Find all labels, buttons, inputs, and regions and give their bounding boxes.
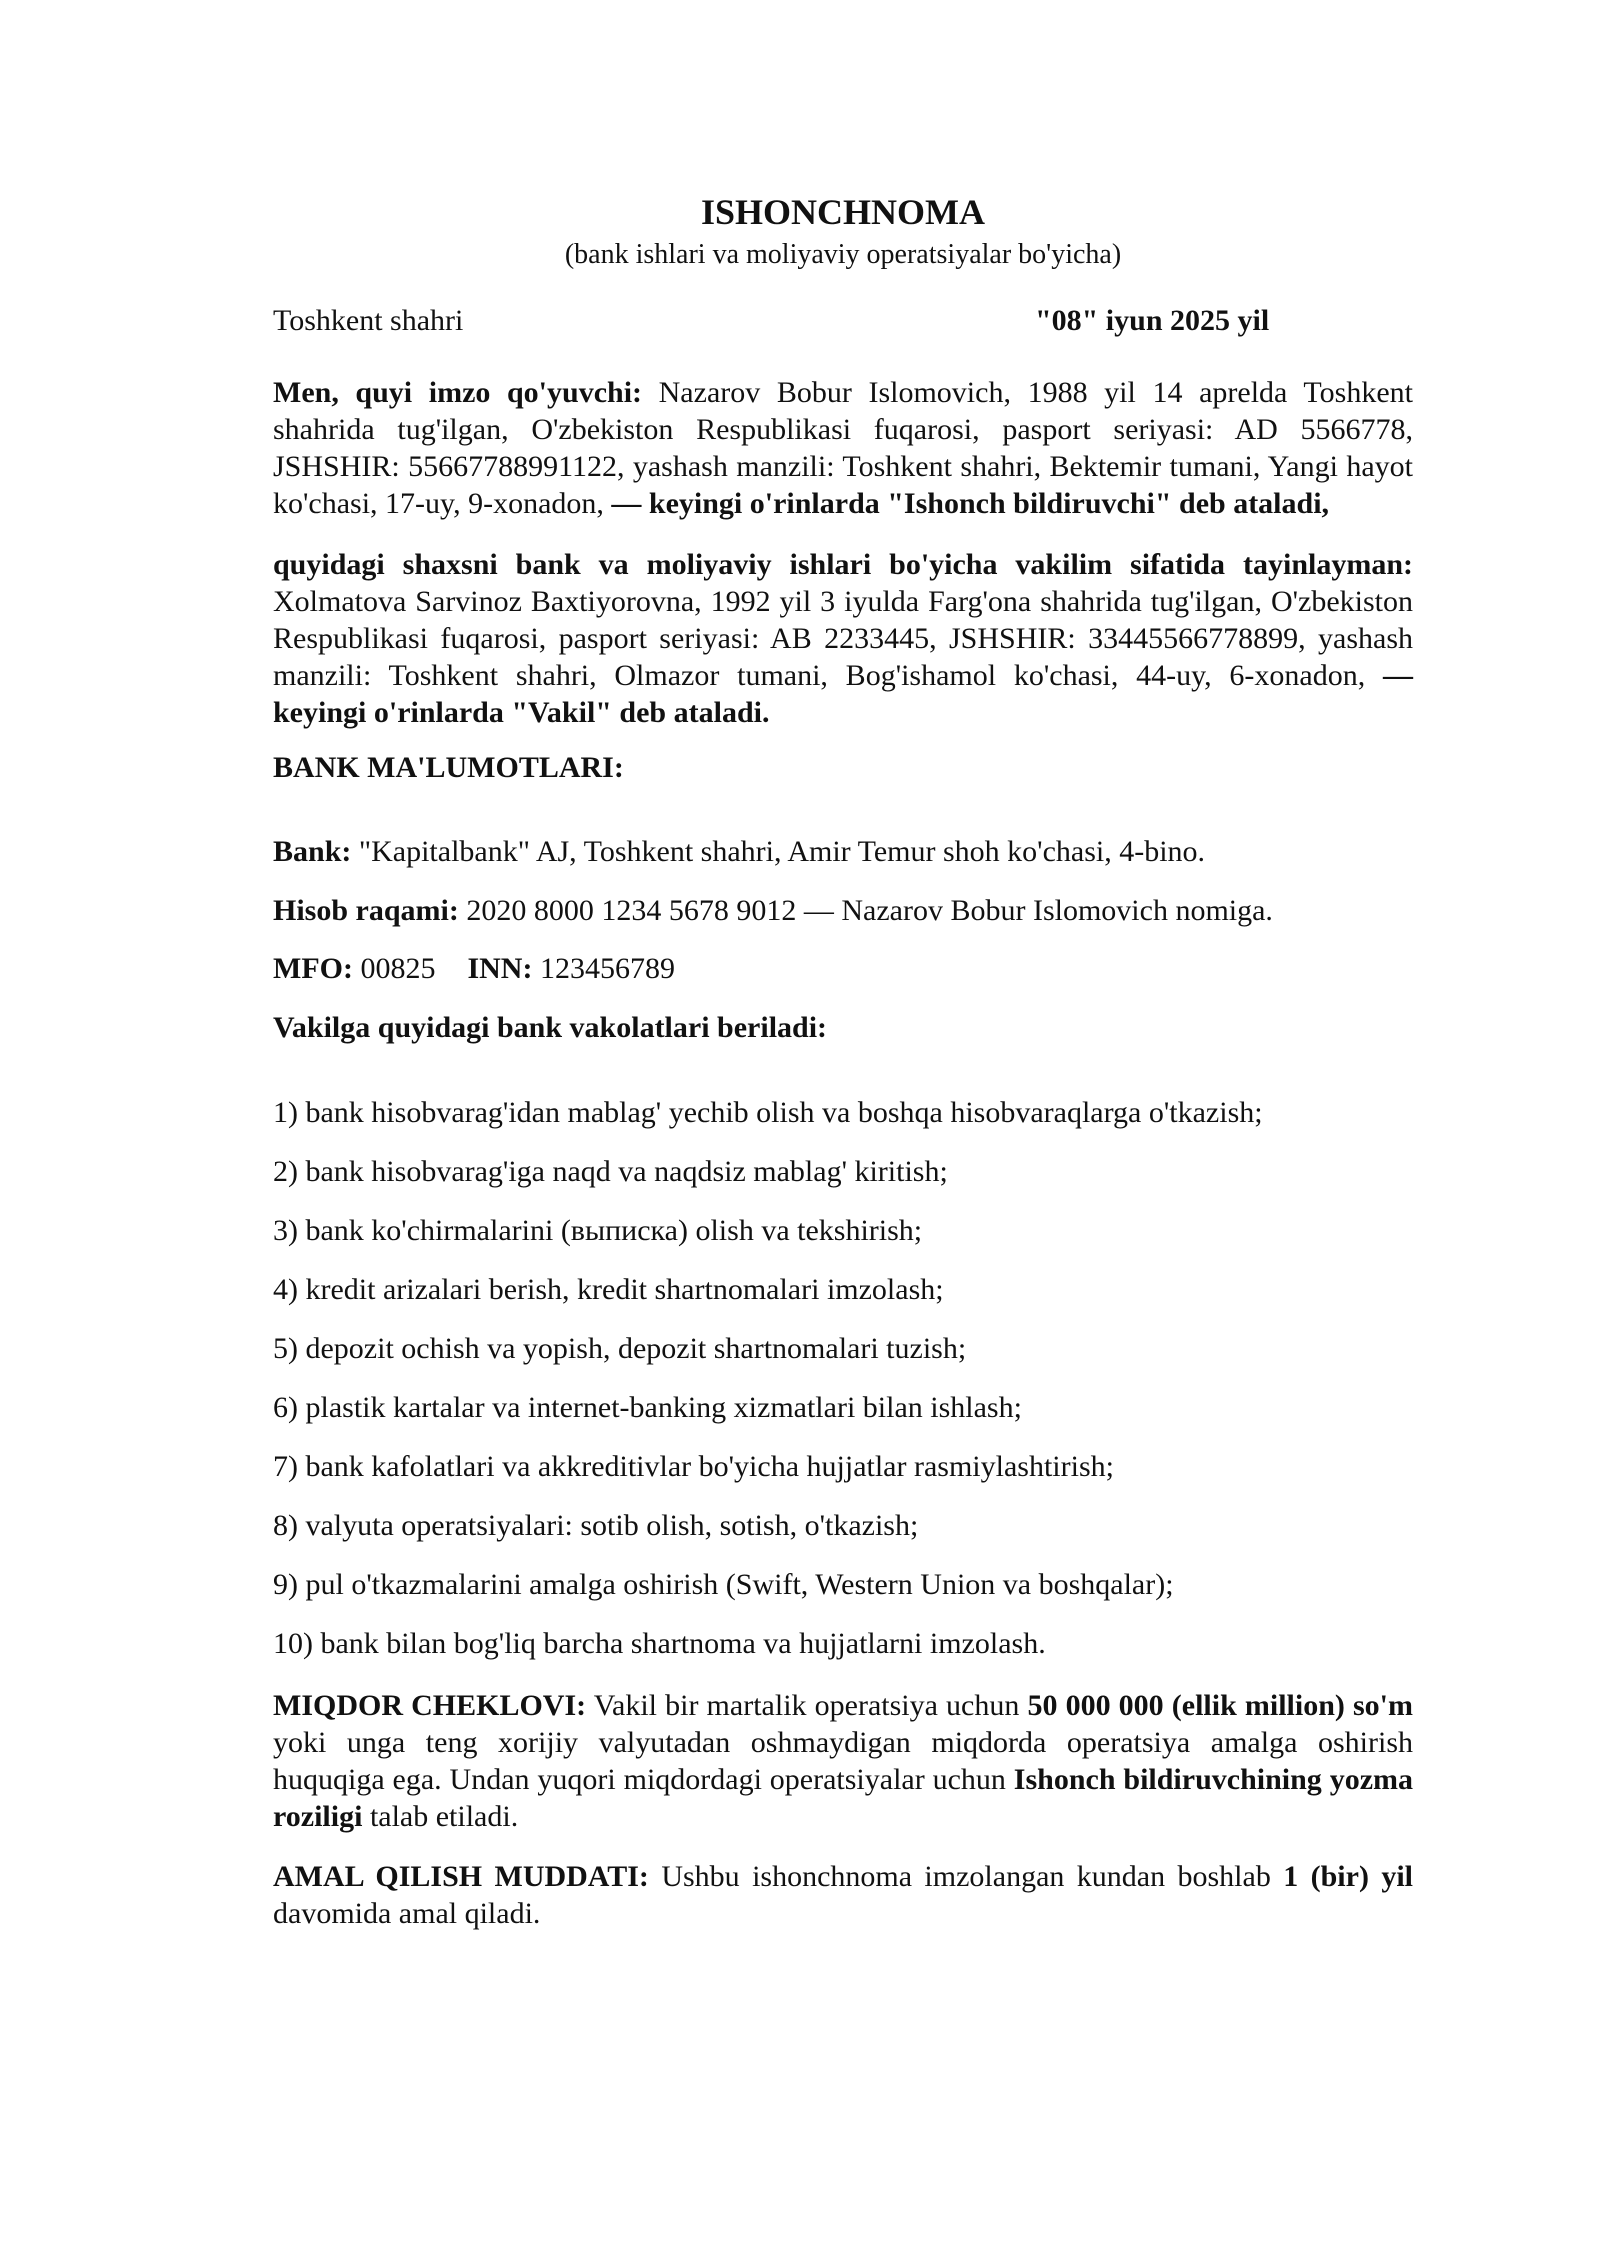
powers-list	[273, 1094, 1413, 1684]
limit-consent: Ishonch bildiruvchining yozma roziligi	[273, 1763, 1413, 1833]
term-duration: 1 (bir) yil	[1283, 1860, 1413, 1893]
principal-details: Nazarov Bobur Islomovich, 1988 yil 14 aprelda Toshkent shahrida tug'ilgan, O'zbekiston Respublikasi fuqarosi, pasport seriyasi: AD 5566778, JSHSHIR: 55667788991122, yashash manzili: Toshkent shahri, Bektemir tumani, Yangi hayot ko'chasi, 17-uy, 9-xonadon,	[273, 376, 1413, 520]
agent-details: Xolmatova Sarvinoz Baxtiyorovna, 1992 yil 3 iyulda Farg'ona shahrida tug'ilgan, O'zbekiston Respublikasi fuqarosi, pasport seriyasi: AB 2233445, JSHSHIR: 33445566778899, yashash manzili: Toshkent shahri, Olmazor tumani, Bog'ishamol ko'chasi, 44-uy, 6-xonadon,	[273, 585, 1413, 692]
limit-label: MIQDOR CHEKLOVI:	[273, 1689, 587, 1722]
mfo-value: 00825	[352, 952, 436, 985]
principal-lead: Men, quyi imzo qo'yuvchi:	[273, 376, 643, 409]
bank-value: "Kapitalbank" AJ, Toshkent shahri, Amir Temur shoh ko'chasi, 4-bino.	[351, 835, 1206, 868]
inn-value: 123456789	[532, 952, 675, 985]
list-item: 4) kredit arizalari berish, kredit shartnomalari imzolash;	[273, 1273, 944, 1306]
list-item: 2) bank hisobvarag'iga naqd va naqdsiz mablag' kiritish;	[273, 1155, 948, 1188]
place-date-line	[273, 302, 1413, 342]
agent-tail: — keyingi o'rinlarda "Vakil" deb ataladi.	[273, 659, 1413, 729]
account-line	[273, 892, 1413, 929]
document-title: ISHONCHNOMA	[700, 192, 985, 232]
place-text: Toshkent shahri	[273, 304, 464, 337]
date-text: "08" iyun 2025 yil	[1035, 304, 1270, 337]
list-item: 9) pul o'tkazmalarini amalga oshirish (Swift, Western Union va boshqalar);	[273, 1568, 1174, 1601]
principal-paragraph	[273, 374, 1413, 522]
limit-text-2: yoki unga teng xorijiy valyutadan oshmaydigan miqdorda operatsiya amalga oshirish huquqiga ega. Undan yuqori miqdordagi operatsiyalar uchun	[273, 1726, 1413, 1796]
list-item: 7) bank kafolatlari va akkreditivlar bo'yicha hujjatlar rasmiylashtirish;	[273, 1450, 1114, 1483]
list-item: 8) valyuta operatsiyalari: sotib olish, sotish, o'tkazish;	[273, 1509, 919, 1542]
mfo-label: MFO:	[273, 952, 353, 985]
list-item: 10) bank bilan bog'liq barcha shartnoma va hujjatlarni imzolash.	[273, 1627, 1046, 1660]
bank-label: Bank:	[273, 835, 352, 868]
term-text-1: Ushbu ishonchnoma imzolangan kundan boshlab	[648, 1860, 1284, 1893]
term-paragraph	[273, 1858, 1413, 1932]
agent-paragraph	[273, 546, 1413, 731]
term-text-2: davomida amal qiladi.	[273, 1897, 541, 1930]
account-value: 2020 8000 1234 5678 9012 — Nazarov Bobur Islomovich nomiga.	[458, 894, 1273, 927]
inn-label: INN:	[467, 952, 533, 985]
document-page	[273, 190, 1413, 1932]
limit-text-1: Vakil bir martalik operatsiya uchun	[586, 1689, 1028, 1722]
principal-tail: — keyingi o'rinlarda "Ishonch bildiruvchi" deb ataladi,	[611, 487, 1330, 520]
list-item: 3) bank ko'chirmalarini (выписка) olish va tekshirish;	[273, 1214, 923, 1247]
powers-heading: Vakilga quyidagi bank vakolatlari beriladi:	[273, 1011, 828, 1044]
limit-amount: 50 000 000 (ellik million) so'm	[1027, 1689, 1413, 1722]
list-item: 5) depozit ochish va yopish, depozit shartnomalari tuzish;	[273, 1332, 967, 1365]
limit-text-3: talab etiladi.	[362, 1800, 519, 1833]
mfo-inn-line	[273, 950, 1413, 987]
agent-lead: quyidagi shaxsni bank va moliyaviy ishlari bo'yicha vakilim sifatida tayinlayman:	[273, 548, 1413, 581]
bank-info-heading: BANK MA'LUMOTLARI:	[273, 751, 624, 784]
list-item: 1) bank hisobvarag'idan mablag' yechib olish va boshqa hisobvaraqlarga o'tkazish;	[273, 1096, 1263, 1129]
limit-paragraph	[273, 1687, 1413, 1835]
document-subtitle: (bank ishlari va moliyaviy operatsiyalar bo'yicha)	[564, 239, 1122, 270]
account-label: Hisob raqami:	[273, 894, 459, 927]
term-label: AMAL QILISH MUDDATI:	[273, 1860, 649, 1893]
bank-line	[273, 833, 1413, 870]
list-item: 6) plastik kartalar va internet-banking xizmatlari bilan ishlash;	[273, 1391, 1022, 1424]
